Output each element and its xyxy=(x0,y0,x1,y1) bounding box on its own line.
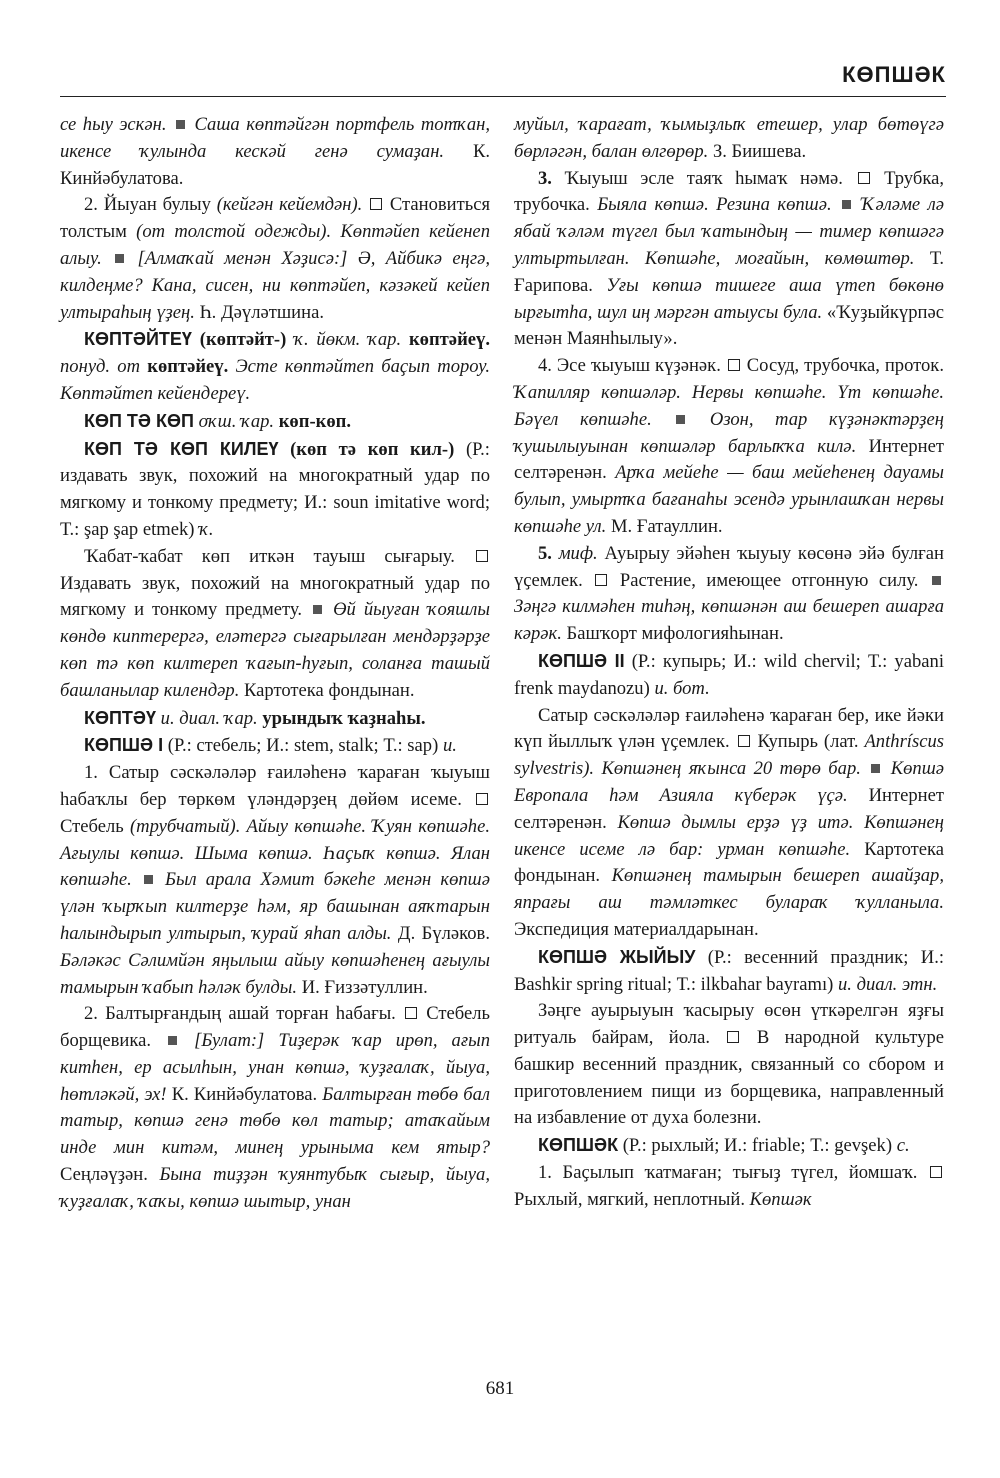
definition-paragraph: Сатыр сәскәләләр ғаиләһенә ҡараған бер, ике йәки күп йыллыҡ үлән үҫемлек. Купырь (лат. Anthríscus sylvestris). Көпшәнең яҡынса 20 төрө бар. Көпшә Европала һәм Азияла күберәк үҫә. Интернет селтәренән. Көпшә дымлы ерҙә үҙ итә. Көпшәнең икенсе исеме лә бар: урман көпшәһе. Картотека фондынан. Көпшәнең тамырын бешереп ашайҙар, япрағы аш тәмләткес булараҡ ҡулланыла. Экспедиция материалдарынан. xyxy=(514,704,945,940)
example-marker-icon xyxy=(871,764,880,773)
sense-paragraph: 4. Эсе ҡыуыш күҙәнәк. Сосуд, трубочка, проток. Ҡапилляр көпшәләр. Нервы көпшәһе. Үт көпшәһе. Бәүел көпшәһе. Озон, тар күҙәнәктәрҙең ҡушылыуынан көпшәләр барлыҡҡа килә. Интернет селтәренән. Арҡа мейеһе — баш мейеһенең дауамы булып, умыртҡа бағанаһы эсендә урынлашҡан нервы көпшәһе ул. М. Ғатауллин. xyxy=(514,355,945,537)
entry-koptaiteu: КӨПТӘЙТЕҮ (көптәйт-) ҡ. йөкм. ҡар. көптәйеү. понуд. от көптәйеү. Эсте көптәйтеп баҫып тороу. Көптәйтеп кейендереү. xyxy=(60,329,490,404)
headword: КӨПТӘҮ xyxy=(84,707,156,728)
translation-marker-icon xyxy=(370,198,382,210)
example-marker-icon xyxy=(842,200,851,209)
translation-marker-icon xyxy=(405,1007,417,1019)
definition-paragraph: Ҡабат-ҡабат көп иткән тауыш сығарыу. Издавать звук, похожий на многократный удар по мягкому и тонкому предмету. Өй йыуған ҡояшлы көндө киптерергә, еләтергә сығарылған мендәрҙәрҙе көп тә көп килтереп ҡағып-һуғып, соланға ташый башланылар килендәр. Картотека фондынан. xyxy=(60,545,490,701)
entry-kop-ta-kop: КӨП ТӘ КӨП оҡш. ҡар. көп-көп. xyxy=(84,410,352,432)
example-marker-icon xyxy=(932,576,941,585)
translation-marker-icon xyxy=(858,172,870,184)
headword: КӨП ТӘ КӨП xyxy=(84,410,194,431)
entry-kopsha-zhyiyu: КӨПШӘ ЖЫЙЫУ (Р.: весенний праздник; И.: Bashkir spring ritual; Т.: ilkbahar bayramı) и. диал. этн. xyxy=(514,946,945,995)
example-marker-icon xyxy=(168,1036,177,1045)
sense-paragraph: 5. миф. Ауырыу эйәһен ҡыуыу көсөнә эйә булған үҫемлек. Растение, имеющее отгонную силу. Зәңгә килмәһен тиһәң, көпшәнән аш бешереп ашарға кәрәк. Башҡорт мифологияһынан. xyxy=(514,542,944,645)
translation-marker-icon xyxy=(727,1031,739,1043)
entry-kop-ta-kop-kileu: КӨП ТӘ КӨП КИЛЕҮ (көп тә көп кил-) (Р.: издавать звук, похожий на многократный удар по мягкому и тонкому предмету; И.: soun imitative word; Т.: şap şap etmek) ҡ. xyxy=(60,438,490,540)
translation-marker-icon xyxy=(738,735,750,747)
entry-kopsha-1: КӨПШӘ I (Р.: стебель; И.: stem, stalk; Т.: sap) и. xyxy=(84,735,457,757)
headword: КӨПШӘ I xyxy=(84,735,164,756)
running-head: КӨПШӘК xyxy=(842,62,946,87)
headword: КӨПШӘК xyxy=(538,1135,619,1156)
sense-paragraph: 3. Ҡыуыш эсле таяҡ һымаҡ нәмә. Трубка, трубочка. Быяла көпшә. Резина көпшә. Ҡәләме лә ябай ҡәләм түгел был ҡатындың — тимер көпшәгә ултыртылған. Көпшәһе, моғайын, көмөштөр. Т. Ғарипова. Уғы көпшә тишеге аша үтеп бөкөнө ырғытһа, шул иң мәргән атыусы була. «Ҡуҙыйкүрпәс менән Маянһылыу». xyxy=(514,167,944,350)
paragraph: се һыу эскән. Саша көптәйгән портфель тотҡан, икенсе ҡулында кескәй генә сумаҙан. К. Кинйәбулатова. xyxy=(60,114,491,189)
example-marker-icon xyxy=(176,120,185,129)
translation-marker-icon xyxy=(476,793,488,805)
sense-paragraph: 1. Баҫылып ҡатмаған; тығыҙ түгел, йомшаҡ. Рыхлый, мягкий, неплотный. Көпшәк xyxy=(514,1160,944,1214)
headword: КӨП ТӘ КӨП КИЛЕҮ xyxy=(84,438,279,459)
example-marker-icon xyxy=(115,254,124,263)
headword: КӨПШӘ ЖЫЙЫУ xyxy=(538,946,696,967)
headword: КӨПШӘ II xyxy=(538,650,625,671)
translation-marker-icon xyxy=(728,359,740,371)
example-marker-icon xyxy=(313,605,322,614)
paragraph: муйыл, ҡарағат, ҡымыҙлыҡ етешер, улар бөтөүгә бөрләгән, балан өлгөрөр. З. Биишева. xyxy=(514,114,944,162)
headword: КӨПТӘЙТЕҮ xyxy=(84,329,192,350)
entry-koptau: КӨПТӘҮ и. диал. ҡар. урындыҡ ҡаҙнаһы. xyxy=(84,707,426,729)
entry-kopsha-2: КӨПШӘ II (Р.: купырь; И.: wild chervil; Т.: yabani frenk maydanozu) и. бот. xyxy=(514,650,944,699)
sense-paragraph: 2. Балтырғандың ашай торған һабағы. Стебель борщевика. [Булат:] Тиҙерәк ҡар ирөп, ағып китһен, ер асылһын, унан көпшә, ҡуҙғалаҡ, йыуа, һөтләкәй, эх! К. Кинйәбулатова. Балтырған төбө бал татыр, көпшә генә төбө көл татыр; атаҡайым инде мин китәм, минең урыныма кем ятыр? Сеңләүҙән. Бына тиҙҙән ҡуянтубыҡ сығыр, йыуа, ҡуҙғалаҡ, ҡаҡы, көпшә шытыр, унан xyxy=(60,1003,491,1212)
right-column xyxy=(514,112,944,1214)
definition-paragraph: Зәңге ауырыуын ҡасырыу өсөн үткәрелгән яҙғы ритуаль байрам, йола. В народной культуре башкир весенний праздник, связанный со сбором и приготовлением пищи из борщевика, направленный на избавление от духа болезни. xyxy=(514,1000,944,1129)
sense-paragraph: 1. Сатыр сәскәләләр ғаиләһенә ҡараған ҡыуыш һабаҡлы бер төркөм үләндәрҙең дөйөм исеме. Стебель (трубчатый). Айыу көпшәһе. Ҡуян көпшәһе. Ағыулы көпшә. Шыма көпшә. Һаҫыҡ көпшә. Ялан көпшәһе. Был арала Хәмит бәкеһе менән көпшә үлән ҡырҡып килтерҙе һәм, яр башынан аяҡтарын һалындырып ултырып, ҡурай яһап алды. Д. Бүләков. Бәләкәс Сәлимйән яңылыш айыу көпшәһенең ағыулы тамырын ҡабып һәләк булды. И. Ғиззәтуллин. xyxy=(60,762,491,998)
sense-paragraph: 2. Йыуан булыу (кейгән кейемдән). Становиться толстым (от толстой одежды). Көптәйеп кейенеп алыу. [Алмаҡай менән Хәҙисә:] Ә, Айбикә еңгә, килдеңме? Кана, сисен, ни көптәйеп, кәзәкей кейеп ултыраһың үҙең. Һ. Дәүләтшина. xyxy=(60,194,491,323)
left-column xyxy=(60,112,490,1216)
translation-marker-icon xyxy=(476,550,488,562)
example-marker-icon xyxy=(676,415,685,424)
example-marker-icon xyxy=(144,875,153,884)
translation-marker-icon xyxy=(930,1166,942,1178)
entry-kopshak: КӨПШӘК (Р.: рыхлый; И.: friable; Т.: gevşek) с. xyxy=(538,1135,910,1157)
header-rule xyxy=(60,96,946,97)
page-number: 681 xyxy=(485,1378,515,1399)
translation-marker-icon xyxy=(595,574,607,586)
